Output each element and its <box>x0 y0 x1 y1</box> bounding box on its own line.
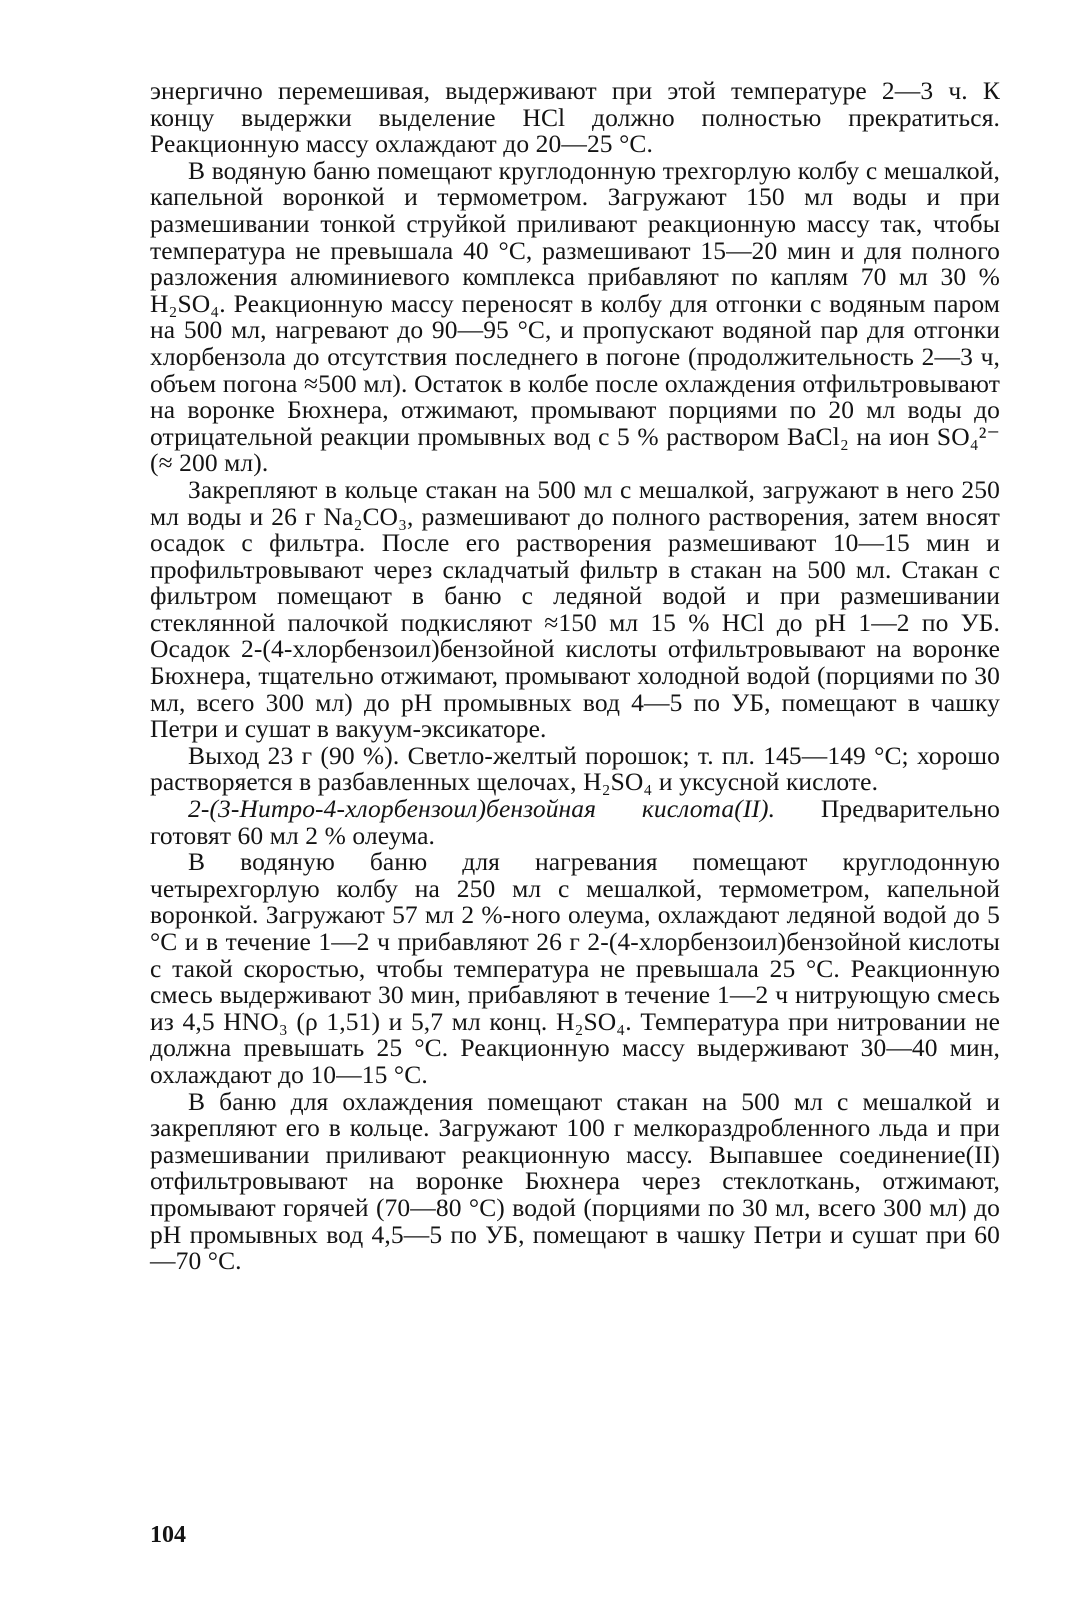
page-number: 104 <box>150 1522 186 1548</box>
paragraph-2: В водяную баню помещают круглодонную трехгорлую колбу с мешалкой, капельной воронкой и термометром. Загружают 150 мл воды и при размешивании тонкой струйкой приливают реакционную массу так, чтобы температура не превышала 40 °C, размешивают 15—20 мин и для полного разложения алюминиевого комплекса прибавляют по каплям 70 мл 30 % H₂SO₄. Реакционную массу переносят в колбу для отгонки с водяным паром на 500 мл, нагревают до 90—95 °C, и пропускают водяной пар для отгонки хлорбензола до отсутствия последнего в погоне (продолжительность 2—3 ч, объем погона ≈500 мл). Остаток в колбе после охлаждения отфильтровывают на воронке Бюхнера, отжимают, промывают порциями по 20 мл воды до отрицательной реакции промывных вод с 5 % раствором BaCl₂ на ион SO₄²⁻ (≈ 200 мл). <box>150 155 1000 478</box>
paragraph-7: В баню для охлаждения помещают стакан на 500 мл с мешалкой и закрепляют его в кольце. Загружают 100 г мелкораздробленного льда и при размешивании приливают реакционную массу. Выпавшее соединение(II) отфильтровывают на воронке Бюхнера через стеклоткань, отжимают, промывают горячей (70—80 °C) водой (порциями по 30 мл, всего 300 мл) до pH промывных вод 4,5—5 по УБ, помещают в чашку Петри и сушат при 60—70 °C. <box>150 1086 1000 1276</box>
paragraph-5 <box>150 796 1000 849</box>
paragraph-6: В водяную баню для нагревания помещают круглодонную четырехгорлую колбу на 250 мл с мешалкой, термометром, капельной воронкой. Загружают 57 мл 2 %-ного олеума, охлаждают ледяной водой до 5 °C и в течение 1—2 ч прибавляют 26 г 2-(4-хлорбензоил)бензойной кислоты с такой скоростью, чтобы температура не превышала 25 °C. Реакционную смесь выдерживают 30 мин, прибавляют в течение 1—2 ч нитрующую смесь из 4,5 HNO₃ (ρ 1,51) и 5,7 мл конц. H₂SO₄. Температура при нитровании не должна превышать 25 °C. Реакционную массу выдерживают 30—40 мин, охлаждают до 10—15 °C. <box>150 847 1000 1089</box>
paragraph-4: Выход 23 г (90 %). Светло-желтый порошок; т. пл. 145—149 °C; хорошо растворяется в разбавленных щелочах, H₂SO₄ и уксусной кислоте. <box>150 740 1000 797</box>
section-heading: 2-(3-Нитро-4-хлорбензоил)бензойная кислота(II). <box>188 794 776 824</box>
page-body <box>150 78 1000 1275</box>
paragraph-1: энергично перемешивая, выдерживают при этой температуре 2—3 ч. К концу выдержки выделение HCl должно полностью прекратиться. Реакционную массу охлаждают до 20—25 °C. <box>150 76 1000 159</box>
paragraph-5-text: Предварительно готовят 60 мл 2 % олеума. <box>150 794 1000 850</box>
paragraph-3: Закрепляют в кольце стакан на 500 мл с мешалкой, загружают в него 250 мл воды и 26 г Na₂CO₃, размешивают до полного растворения, затем вносят осадок с фильтра. После его растворения размешивают 10—15 мин и профильтровывают через складчатый фильтр в стакан на 500 мл. Стакан с фильтром помещают в баню с ледяной водой и при размешивании стеклянной палочкой подкисляют ≈150 мл 15 % HCl до pH 1—2 по УБ. Осадок 2-(4-хлорбензоил)бензойной кислоты отфильтровывают на воронке Бюхнера, тщательно отжимают, промывают холодной водой (порциями по 30 мл, всего 300 мл) до pH промывных вод 4—5 по УБ, помещают в чашку Петри и сушат в вакуум-эксикаторе. <box>150 474 1000 744</box>
